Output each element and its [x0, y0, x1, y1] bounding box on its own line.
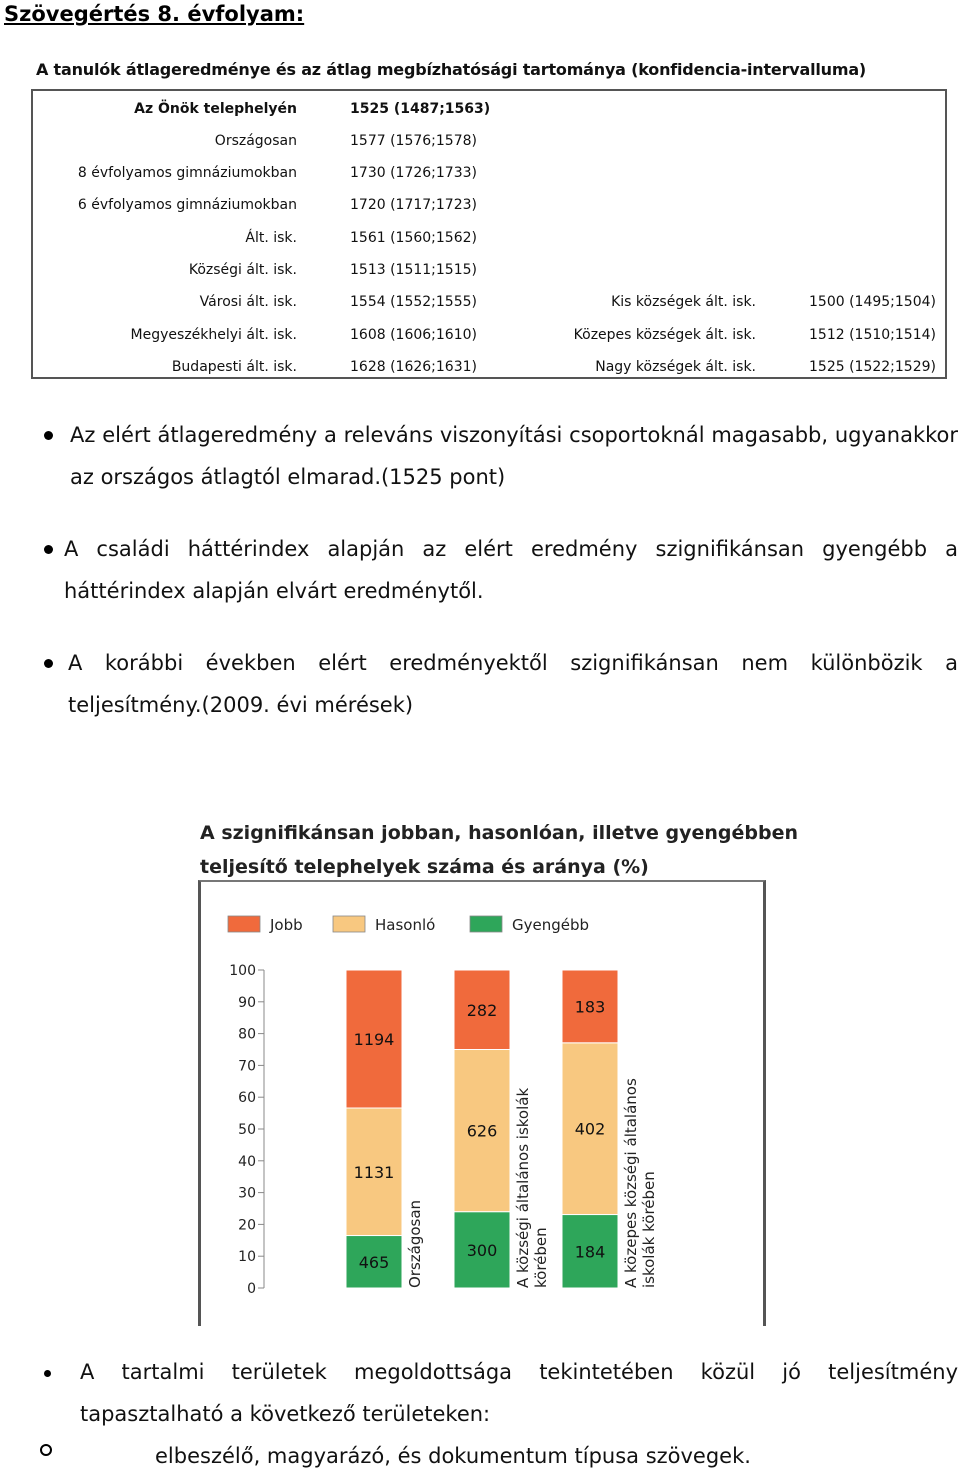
ci-row-label: Községi ált. isk.	[188, 262, 297, 278]
y-tick-label: 40	[238, 1153, 256, 1170]
bar-data-label: 1131	[353, 1162, 395, 1182]
ci-row-label: Ált. isk.	[245, 230, 297, 246]
stacked-bar-chart	[198, 880, 766, 1326]
ci-row-label: Megyeszékhelyi ált. isk.	[130, 327, 297, 343]
bar-data-label: 465	[358, 1252, 390, 1272]
bullet-1-text: Az elért átlageredmény a releváns viszonyítási csoportoknál magasabb, ugyanakkor az országos átlagtól elmarad.(1525 pont)	[70, 423, 958, 489]
bar-data-label: 300	[466, 1240, 498, 1260]
y-tick-label: 0	[247, 1281, 256, 1297]
category-label: körében	[532, 1227, 550, 1288]
bullet-3	[68, 642, 958, 726]
page-title: Szövegértés 8. évfolyam:	[4, 2, 305, 26]
legend-swatch	[228, 916, 260, 932]
ci-row-label: Nagy községek ált. isk.	[595, 359, 756, 375]
bullet-2	[64, 528, 958, 612]
category-label: A közepes községi általános	[622, 1078, 640, 1288]
sub-bullet-marker	[40, 1444, 52, 1456]
y-tick-label: 70	[238, 1058, 256, 1075]
bar-data-label: 184	[574, 1242, 606, 1262]
ci-row-value: 1730 (1726;1733)	[350, 165, 477, 181]
y-tick-label: 10	[238, 1249, 256, 1266]
ci-row-value: 1577 (1576;1578)	[350, 133, 477, 149]
y-tick-label: 50	[238, 1122, 256, 1138]
ci-row-value: 1500 (1495;1504)	[809, 294, 936, 310]
legend-label: Jobb	[270, 916, 303, 934]
ci-row-value: 1561 (1560;1562)	[350, 230, 477, 246]
ci-row-value: 1608 (1606;1610)	[350, 327, 477, 343]
chart-title-line-2: teljesítő telephelyek száma és aránya (%)	[200, 856, 649, 878]
category-label: A községi általános iskolák	[514, 1087, 532, 1288]
y-tick-label: 90	[238, 994, 256, 1011]
bullet-4	[80, 1351, 958, 1435]
bullet-1	[70, 414, 958, 498]
bullet-dot	[44, 431, 53, 440]
ci-row-label: Budapesti ált. isk.	[171, 359, 297, 375]
sub-bullet-1-text: elbeszélő, magyarázó, és dokumentum típusa szövegek.	[155, 1444, 751, 1468]
ci-row-value: 1513 (1511;1515)	[350, 262, 477, 278]
bullet-4-text: A tartalmi területek megoldottsága tekintetében közül jó teljesítmény tapasztalható a következő területeken:	[80, 1360, 958, 1426]
legend-label: Hasonló	[375, 916, 436, 934]
ci-row-label: Országosan	[214, 133, 297, 149]
bar-data-label: 1194	[353, 1030, 395, 1050]
chart-title	[200, 816, 798, 884]
bullet-dot	[44, 659, 53, 668]
ci-row-value: 1512 (1510;1514)	[809, 327, 936, 343]
ci-row-value: 1525 (1522;1529)	[809, 359, 936, 375]
bullet-dot	[44, 545, 53, 554]
ci-row-label: 6 évfolyamos gimnáziumokban	[77, 197, 297, 213]
ci-row-label: Kis községek ált. isk.	[611, 294, 756, 310]
y-tick-label: 60	[238, 1090, 256, 1107]
ci-row-value: 1554 (1552;1555)	[350, 294, 477, 310]
ci-row-label: Közepes községek ált. isk.	[573, 327, 756, 343]
bar-data-label: 402	[574, 1119, 606, 1139]
ci-table-caption: A tanulók átlageredménye és az átlag megbízhatósági tartománya (konfidencia-intervalluma)	[36, 60, 867, 79]
legend-label: Gyengébb	[512, 916, 590, 934]
y-tick-label: 80	[238, 1026, 256, 1043]
sub-bullet-1	[155, 1435, 955, 1477]
ci-row-value: 1720 (1717;1723)	[350, 197, 477, 213]
legend-swatch	[333, 916, 365, 932]
ci-table	[31, 89, 947, 379]
legend-swatch	[470, 916, 502, 932]
bullet-dot	[44, 1370, 51, 1377]
ci-row-value: 1628 (1626;1631)	[350, 359, 477, 375]
category-label: iskolák körében	[640, 1171, 658, 1288]
bar-data-label: 626	[466, 1121, 498, 1141]
chart-title-line-1: A szignifikánsan jobban, hasonlóan, illetve gyengébben	[200, 822, 798, 844]
ci-row-label: 8 évfolyamos gimnáziumokban	[77, 165, 297, 181]
y-tick-label: 100	[229, 963, 256, 979]
bullet-3-text: A korábbi években elért eredményektől szignifikánsan nem különbözik a teljesítmény.(2009. évi mérések)	[68, 651, 958, 717]
category-label: Országosan	[406, 1199, 424, 1288]
ci-row-value: 1525 (1487;1563)	[350, 101, 491, 117]
y-tick-label: 30	[238, 1185, 256, 1202]
ci-row-label: Az Önök telephelyén	[134, 101, 297, 117]
bar-data-label: 183	[574, 997, 606, 1017]
ci-row-label: Városi ált. isk.	[199, 294, 297, 310]
y-tick-label: 20	[238, 1217, 256, 1234]
bar-data-label: 282	[466, 1000, 498, 1020]
bullet-2-text: A családi háttérindex alapján az elért eredmény szignifikánsan gyengébb a háttérindex alapján elvárt eredménytől.	[64, 537, 958, 603]
